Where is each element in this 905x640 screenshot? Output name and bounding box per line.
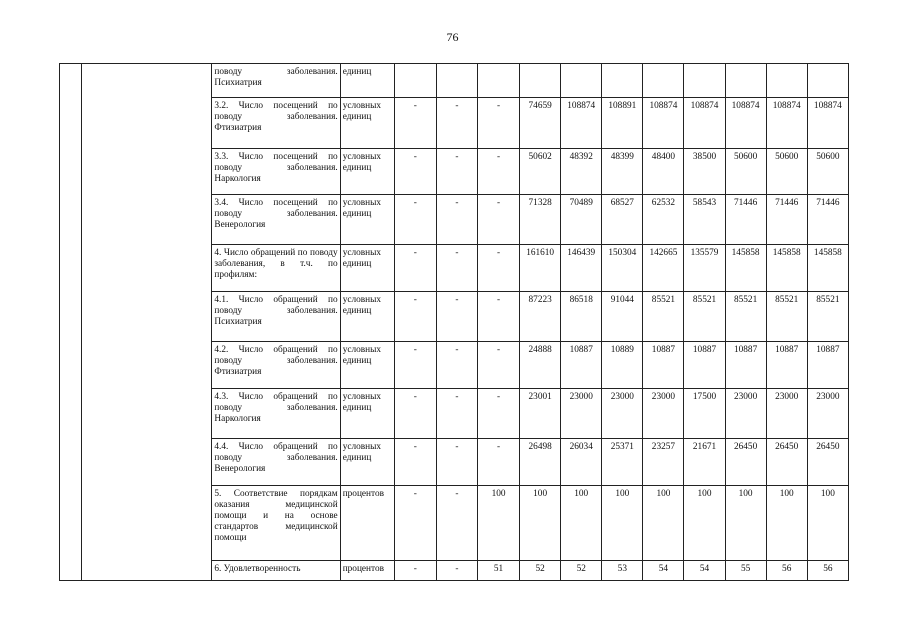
value-cell: -: [436, 342, 477, 389]
value-cell: 62532: [643, 195, 684, 245]
indicator-name: 6. Удовлетворенность: [212, 561, 340, 581]
value-cell: 71446: [807, 195, 848, 245]
value-cell: 85521: [766, 292, 807, 342]
value-cell: 23001: [520, 389, 561, 439]
value-cell: 161610: [520, 245, 561, 292]
value-cell: 56: [807, 561, 848, 581]
value-cell: 108874: [684, 98, 725, 149]
value-cell: 142665: [643, 245, 684, 292]
value-cell: 10887: [725, 342, 766, 389]
value-cell: 50602: [520, 149, 561, 195]
value-cell: 21671: [684, 439, 725, 486]
value-cell: 24888: [520, 342, 561, 389]
unit-of-measure: условных единиц: [340, 389, 394, 439]
program-name-cell: [82, 64, 212, 581]
value-cell: -: [436, 292, 477, 342]
value-cell: 26034: [561, 439, 602, 486]
value-cell: 85521: [643, 292, 684, 342]
value-cell: 56: [766, 561, 807, 581]
value-cell: 108874: [766, 98, 807, 149]
value-cell: -: [436, 389, 477, 439]
indicator-name: поводу заболевания. Психиатрия: [212, 64, 340, 98]
value-cell: [602, 64, 643, 98]
unit-of-measure: условных единиц: [340, 245, 394, 292]
value-cell: [394, 64, 436, 98]
value-cell: 87223: [520, 292, 561, 342]
value-cell: -: [436, 486, 477, 561]
value-cell: -: [436, 245, 477, 292]
value-cell: -: [394, 98, 436, 149]
value-cell: 48392: [561, 149, 602, 195]
value-cell: 23000: [807, 389, 848, 439]
value-cell: 50600: [807, 149, 848, 195]
value-cell: 50600: [766, 149, 807, 195]
value-cell: -: [394, 195, 436, 245]
value-cell: 108874: [561, 98, 602, 149]
value-cell: 26450: [807, 439, 848, 486]
value-cell: -: [436, 561, 477, 581]
indicator-name: 4.3. Число обращений по поводу заболевания. Наркология: [212, 389, 340, 439]
value-cell: 10889: [602, 342, 643, 389]
unit-of-measure: условных единиц: [340, 149, 394, 195]
value-cell: 50600: [725, 149, 766, 195]
value-cell: 100: [725, 486, 766, 561]
unit-of-measure: условных единиц: [340, 98, 394, 149]
value-cell: 38500: [684, 149, 725, 195]
value-cell: -: [394, 149, 436, 195]
value-cell: 100: [807, 486, 848, 561]
value-cell: 52: [520, 561, 561, 581]
value-cell: 91044: [602, 292, 643, 342]
value-cell: 135579: [684, 245, 725, 292]
value-cell: 71328: [520, 195, 561, 245]
value-cell: 146439: [561, 245, 602, 292]
value-cell: 55: [725, 561, 766, 581]
value-cell: 100: [684, 486, 725, 561]
indicator-name: 4.1. Число обращений по поводу заболевания. Психиатрия: [212, 292, 340, 342]
value-cell: 70489: [561, 195, 602, 245]
value-cell: -: [436, 98, 477, 149]
value-cell: 51: [478, 561, 520, 581]
value-cell: -: [478, 98, 520, 149]
value-cell: 108891: [602, 98, 643, 149]
value-cell: 17500: [684, 389, 725, 439]
unit-of-measure: единиц: [340, 64, 394, 98]
value-cell: 54: [684, 561, 725, 581]
value-cell: -: [478, 389, 520, 439]
value-cell: 23257: [643, 439, 684, 486]
value-cell: -: [394, 342, 436, 389]
value-cell: 58543: [684, 195, 725, 245]
value-cell: 85521: [807, 292, 848, 342]
table-body: [60, 64, 849, 581]
value-cell: [684, 64, 725, 98]
value-cell: [807, 64, 848, 98]
value-cell: [561, 64, 602, 98]
indicator-name: 5. Соответствие порядкам оказания медицинской помощи и на основе стандартов медицинской помощи: [212, 486, 340, 561]
value-cell: 26498: [520, 439, 561, 486]
value-cell: 74659: [520, 98, 561, 149]
value-cell: -: [436, 149, 477, 195]
value-cell: 10887: [766, 342, 807, 389]
value-cell: 145858: [807, 245, 848, 292]
value-cell: -: [478, 149, 520, 195]
value-cell: 100: [520, 486, 561, 561]
indicator-name: 4.2. Число обращений по поводу заболевания. Фтизиатрия: [212, 342, 340, 389]
value-cell: [725, 64, 766, 98]
value-cell: 68527: [602, 195, 643, 245]
value-cell: 10887: [684, 342, 725, 389]
value-cell: -: [394, 439, 436, 486]
indicator-name: 3.4. Число посещений по поводу заболевания. Венерология: [212, 195, 340, 245]
unit-of-measure: процентов: [340, 561, 394, 581]
value-cell: -: [478, 292, 520, 342]
value-cell: -: [394, 561, 436, 581]
unit-of-measure: условных единиц: [340, 439, 394, 486]
value-cell: 150304: [602, 245, 643, 292]
unit-of-measure: условных единиц: [340, 292, 394, 342]
value-cell: 145858: [725, 245, 766, 292]
table-row: [60, 64, 849, 98]
unit-of-measure: условных единиц: [340, 195, 394, 245]
value-cell: -: [394, 245, 436, 292]
value-cell: 100: [766, 486, 807, 561]
value-cell: 23000: [561, 389, 602, 439]
value-cell: 108874: [725, 98, 766, 149]
value-cell: 53: [602, 561, 643, 581]
value-cell: 71446: [766, 195, 807, 245]
value-cell: -: [436, 195, 477, 245]
value-cell: 85521: [725, 292, 766, 342]
unit-of-measure: условных единиц: [340, 342, 394, 389]
value-cell: [766, 64, 807, 98]
value-cell: [478, 64, 520, 98]
value-cell: -: [478, 439, 520, 486]
indicators-table: [59, 63, 849, 581]
value-cell: 10887: [807, 342, 848, 389]
value-cell: -: [394, 486, 436, 561]
value-cell: 26450: [725, 439, 766, 486]
value-cell: 52: [561, 561, 602, 581]
unit-of-measure: процентов: [340, 486, 394, 561]
indicator-name: 3.2. Число посещений по поводу заболевания. Фтизиатрия: [212, 98, 340, 149]
value-cell: -: [478, 245, 520, 292]
indicator-name: 3.3. Число посещений по поводу заболевания. Наркология: [212, 149, 340, 195]
value-cell: 86518: [561, 292, 602, 342]
value-cell: [643, 64, 684, 98]
value-cell: [436, 64, 477, 98]
value-cell: [520, 64, 561, 98]
value-cell: 26450: [766, 439, 807, 486]
value-cell: 100: [561, 486, 602, 561]
value-cell: 23000: [766, 389, 807, 439]
value-cell: 100: [602, 486, 643, 561]
value-cell: -: [478, 342, 520, 389]
value-cell: 71446: [725, 195, 766, 245]
page-number: 76: [446, 30, 459, 44]
value-cell: 23000: [643, 389, 684, 439]
section-number-cell: [60, 64, 82, 581]
indicator-name: 4. Число обращений по поводу заболевания, в т.ч. по профилям:: [212, 245, 340, 292]
value-cell: 85521: [684, 292, 725, 342]
value-cell: -: [478, 195, 520, 245]
value-cell: 100: [478, 486, 520, 561]
value-cell: 100: [643, 486, 684, 561]
value-cell: 145858: [766, 245, 807, 292]
value-cell: 108874: [807, 98, 848, 149]
value-cell: 108874: [643, 98, 684, 149]
value-cell: 23000: [602, 389, 643, 439]
value-cell: -: [394, 389, 436, 439]
indicator-name: 4.4. Число обращений по поводу заболевания. Венерология: [212, 439, 340, 486]
value-cell: 25371: [602, 439, 643, 486]
value-cell: 54: [643, 561, 684, 581]
value-cell: 10887: [561, 342, 602, 389]
value-cell: 23000: [725, 389, 766, 439]
value-cell: 48400: [643, 149, 684, 195]
value-cell: 48399: [602, 149, 643, 195]
value-cell: -: [436, 439, 477, 486]
value-cell: -: [394, 292, 436, 342]
value-cell: 10887: [643, 342, 684, 389]
